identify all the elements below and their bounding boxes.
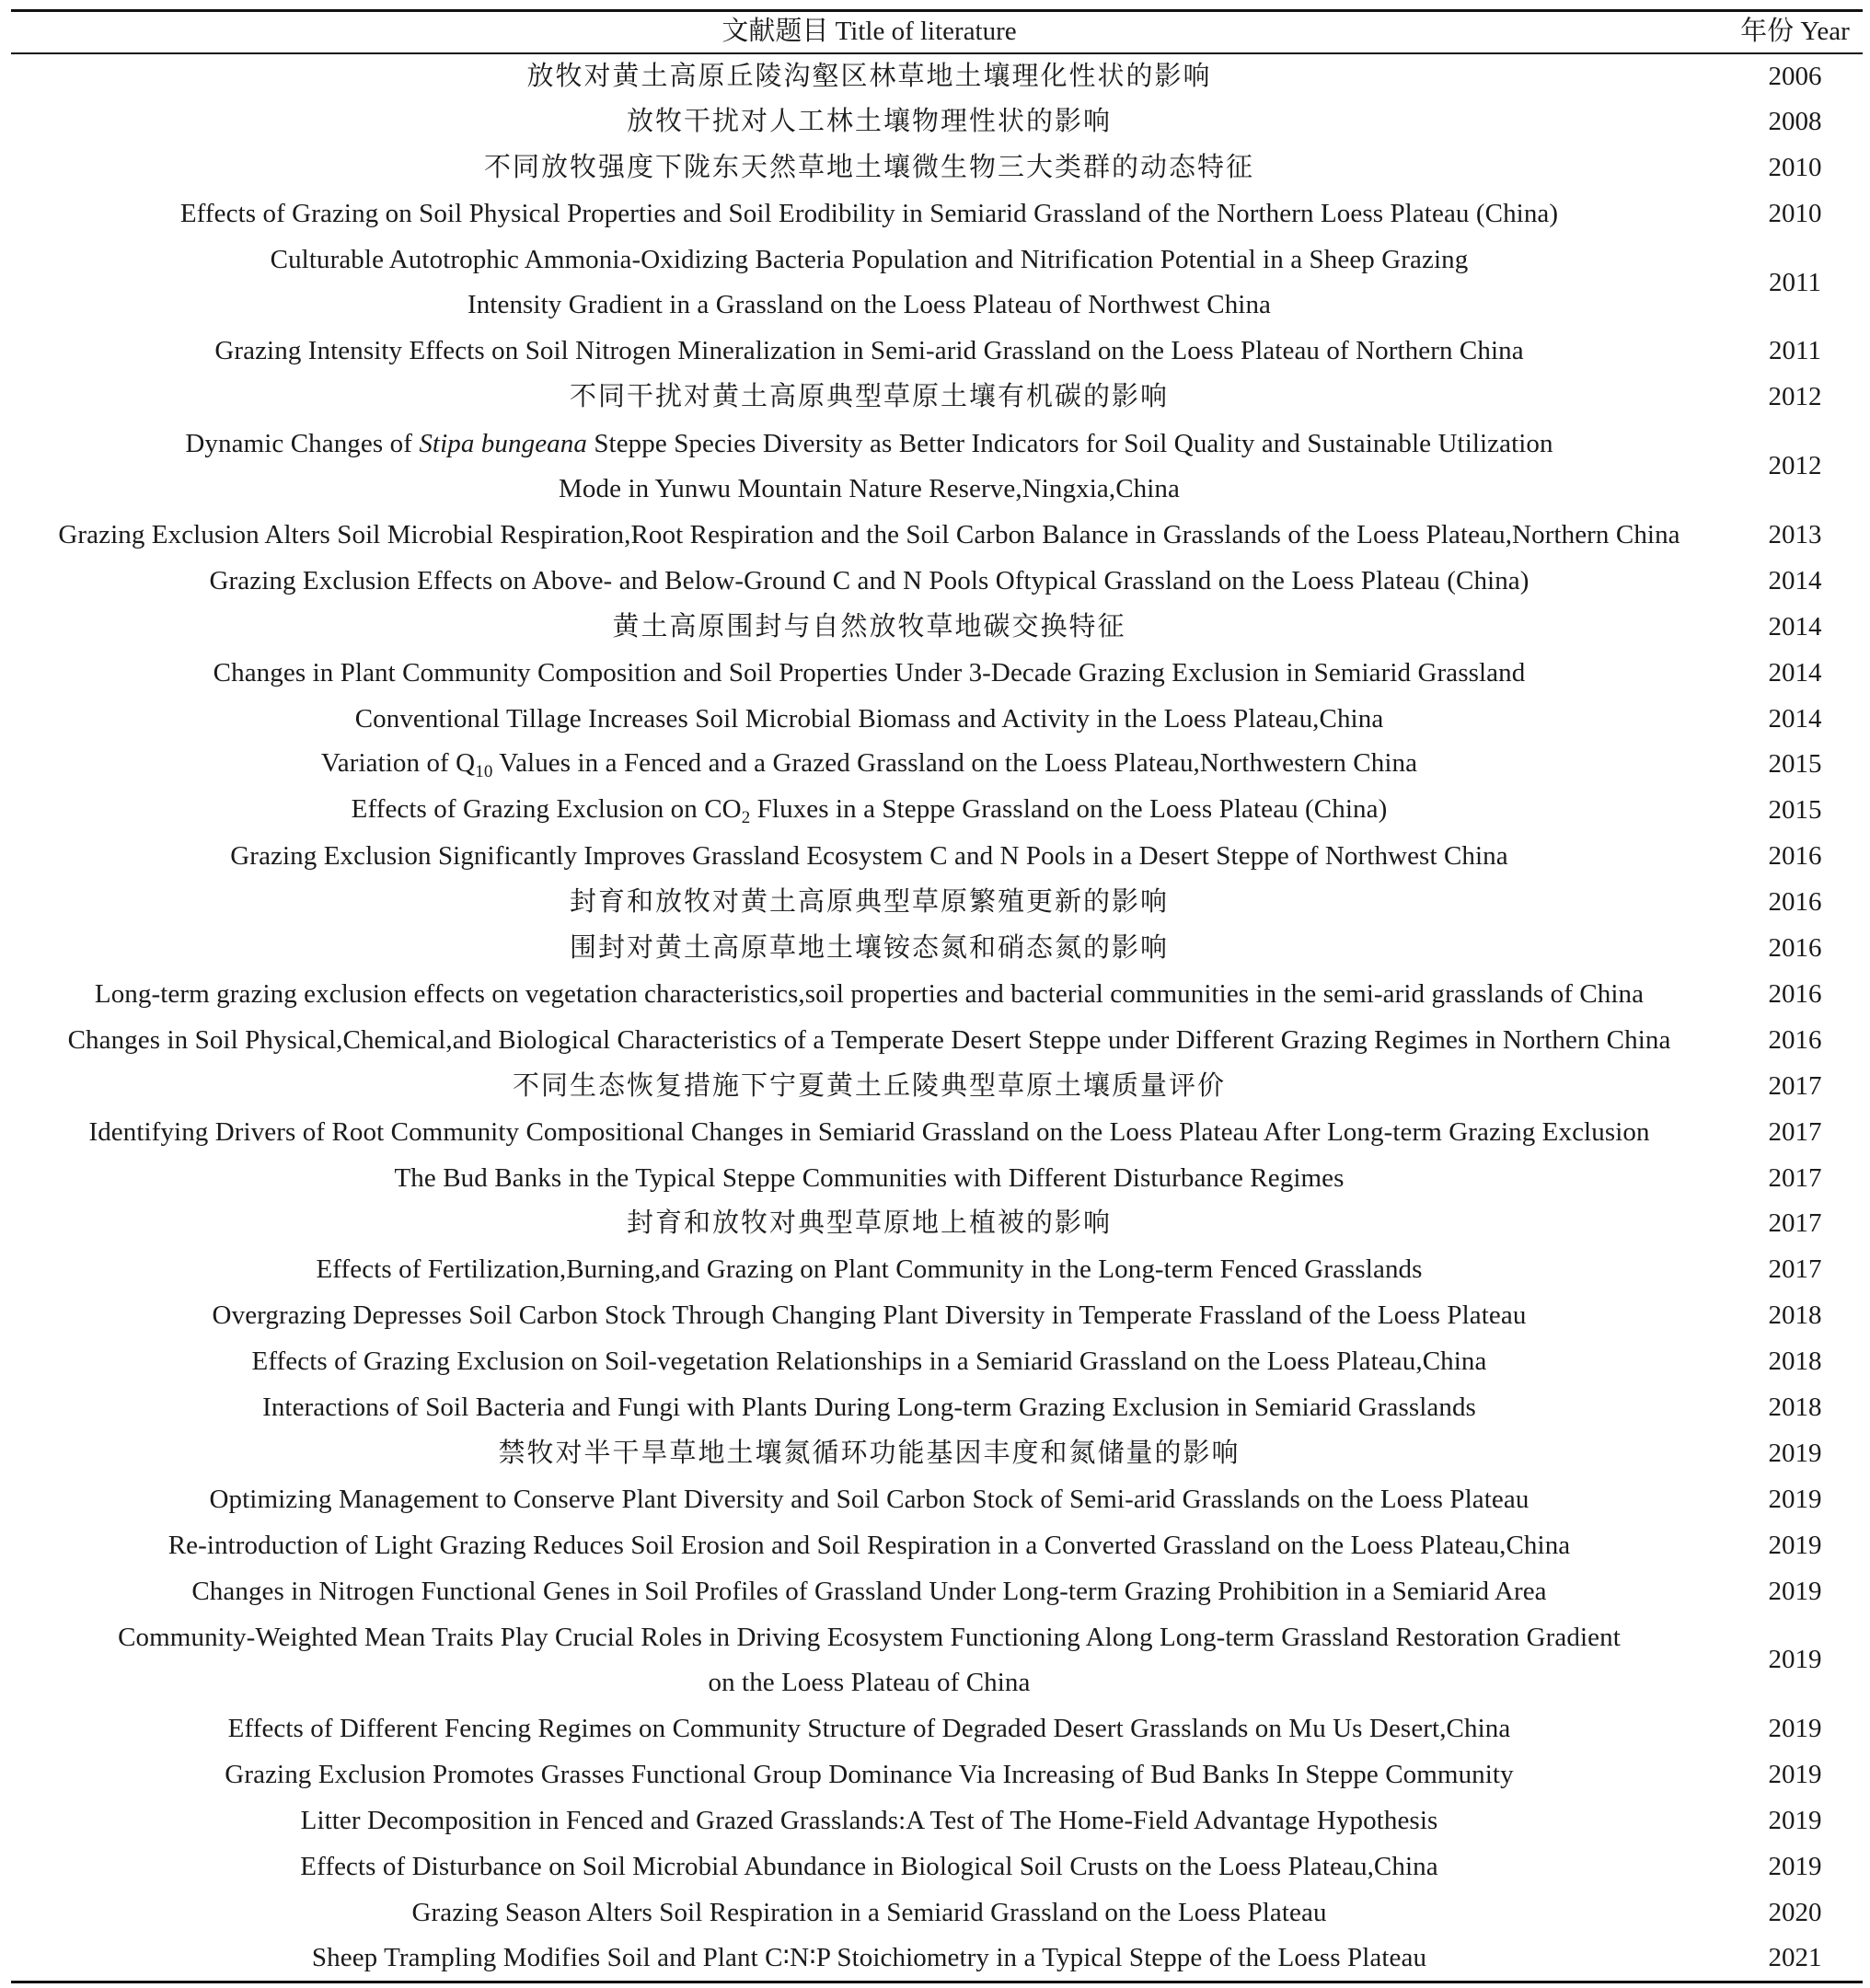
row-title: 不同放牧强度下陇东天然草地土壤微生物三大类群的动态特征 <box>483 152 1254 182</box>
row-title: Grazing Exclusion Alters Soil Microbial Respiration,Root Respiration and the Soil Carbon Balance in Grasslands of the Loess Plateau,Northern China <box>58 520 1680 550</box>
table-row <box>11 1890 1863 1936</box>
row-year: 2017 <box>1768 1070 1822 1101</box>
row-year: 2019 <box>1768 1484 1822 1514</box>
table-row <box>11 1936 1863 1982</box>
table-row <box>11 421 1863 513</box>
table-row <box>11 1155 1863 1201</box>
row-title: Long-term grazing exclusion effects on vegetation characteristics,soil properties and bacterial communities in the semi-arid grasslands of China <box>94 978 1645 1009</box>
table-row <box>11 559 1863 605</box>
row-year: 2014 <box>1768 565 1822 595</box>
row-title: Grazing Exclusion Promotes Grasses Functional Group Dominance Via Increasing of Bud Banks In Steppe Community <box>225 1760 1514 1790</box>
row-title: 黄土高原围封与自然放牧草地碳交换特征 <box>612 611 1126 641</box>
row-title-line-2: Intensity Gradient in a Grassland on the Loess Plateau of Northwest China <box>467 290 1272 320</box>
row-title: Effects of Different Fencing Regimes on Community Structure of Degraded Desert Grasslands on Mu Us Desert,China <box>227 1714 1511 1744</box>
row-year: 2016 <box>1768 887 1822 918</box>
row-year: 2019 <box>1768 1714 1822 1744</box>
species-name-italic: Stipa bungeana <box>419 429 587 459</box>
row-title: 放牧对黄土高原丘陵沟壑区林草地土壤理化性状的影响 <box>526 61 1212 91</box>
table-row <box>11 1293 1863 1339</box>
row-title-line-1 <box>11 422 1727 467</box>
row-title: Conventional Tillage Increases Soil Microbial Biomass and Activity in the Loess Plateau,China <box>354 703 1384 734</box>
row-year: 2008 <box>1768 106 1822 136</box>
row-year: 2018 <box>1768 1300 1822 1331</box>
literature-table <box>11 9 1863 1983</box>
row-year: 2019 <box>1768 1760 1822 1790</box>
row-title: Effects of Grazing Exclusion on Soil-vegetation Relationships in a Semiarid Grassland on the Loess Plateau,China <box>251 1347 1487 1377</box>
row-title <box>11 237 1727 329</box>
table-row <box>11 99 1863 145</box>
row-title: 封育和放牧对典型草原地上植被的影响 <box>626 1208 1112 1239</box>
row-year: 2020 <box>1768 1897 1822 1927</box>
row-title: Optimizing Management to Conserve Plant Diversity and Soil Carbon Stock of Semi-arid Grasslands on the Loess Plateau <box>209 1484 1529 1514</box>
row-title: Grazing Intensity Effects on Soil Nitrogen Mineralization in Semi-arid Grassland on the Loess Plateau of Northern China <box>214 336 1524 366</box>
row-year: 2017 <box>1768 1116 1822 1147</box>
row-title <box>11 1614 1727 1706</box>
row-year: 2012 <box>1768 451 1822 481</box>
row-title: 不同干扰对黄土高原典型草原土壤有机碳的影响 <box>569 382 1169 412</box>
table-row <box>11 1339 1863 1385</box>
header-title: 文献题目 Title of literature <box>11 11 1727 54</box>
row-title: Grazing Exclusion Significantly Improves Grassland Ecosystem C and N Pools in a Desert Steppe of Northwest China <box>230 841 1508 872</box>
row-year: 2019 <box>1768 1530 1822 1560</box>
row-title-line-2: Mode in Yunwu Mountain Nature Reserve,Ningxia,China <box>559 474 1180 504</box>
row-title: Grazing Exclusion Effects on Above- and Below-Ground C and N Pools Oftypical Grassland on the Loess Plateau (China) <box>209 565 1529 595</box>
table-row <box>11 605 1863 651</box>
row-title: Interactions of Soil Bacteria and Fungi with Plants During Long-term Grazing Exclusion in Semiarid Grasslands <box>262 1392 1476 1422</box>
table-row <box>11 742 1863 788</box>
table-row <box>11 1477 1863 1523</box>
row-year: 2018 <box>1768 1347 1822 1377</box>
table-row <box>11 697 1863 743</box>
row-title: 不同生态恢复措施下宁夏黄土丘陵典型草原土壤质量评价 <box>512 1070 1226 1101</box>
row-year: 2017 <box>1768 1208 1822 1239</box>
row-year: 2011 <box>1769 336 1821 366</box>
row-title: Overgrazing Depresses Soil Carbon Stock Through Changing Plant Diversity in Temperate Frassland of the Loess Plateau <box>212 1300 1527 1331</box>
table-row <box>11 1523 1863 1569</box>
row-title: Changes in Nitrogen Functional Genes in Soil Profiles of Grassland Under Long-term Grazing Prohibition in a Semiarid Area <box>191 1576 1547 1606</box>
row-year: 2019 <box>1768 1645 1822 1675</box>
row-title <box>11 742 1727 788</box>
table-row <box>11 972 1863 1018</box>
table-row <box>11 1018 1863 1064</box>
row-title: Sheep Trampling Modifies Soil and Plant C∶N∶P Stoichiometry in a Typical Steppe of the Loess Plateau <box>311 1942 1427 1972</box>
row-title: Identifying Drivers of Root Community Compositional Changes in Semiarid Grassland on the Loess Plateau After Long-term Grazing Exclusion <box>88 1116 1650 1147</box>
row-year: 2010 <box>1768 198 1822 228</box>
title-text: Dynamic Changes of <box>185 429 420 459</box>
row-year: 2011 <box>1769 267 1821 297</box>
table-row <box>11 1844 1863 1890</box>
table-row <box>11 237 1863 329</box>
title-text: Values in a Fenced and a Grazed Grassland on the Loess Plateau,Northwestern China <box>492 747 1418 778</box>
row-title: Changes in Soil Physical,Chemical,and Biological Characteristics of a Temperate Desert Steppe under Different Grazing Regimes in Northern China <box>67 1024 1671 1055</box>
row-title: Litter Decomposition in Fenced and Grazed Grasslands:A Test of The Home-Field Advantage Hypothesis <box>300 1805 1438 1835</box>
row-year: 2021 <box>1768 1942 1822 1972</box>
row-year: 2014 <box>1768 657 1822 688</box>
row-year: 2018 <box>1768 1392 1822 1422</box>
row-year: 2016 <box>1768 978 1822 1009</box>
row-year: 2016 <box>1768 841 1822 872</box>
title-text: Variation of Q <box>320 747 476 778</box>
row-title-line-1: Community-Weighted Mean Traits Play Crucial Roles in Driving Ecosystem Functioning Along Long-term Grassland Restoration Gradient <box>118 1623 1621 1653</box>
title-text: Steppe Species Diversity as Better Indicators for Soil Quality and Sustainable Utilization <box>586 429 1553 459</box>
table-row <box>11 788 1863 834</box>
row-title: 围封对黄土高原草地土壤铵态氮和硝态氮的影响 <box>569 933 1169 964</box>
row-year: 2017 <box>1768 1162 1822 1193</box>
row-year: 2013 <box>1768 520 1822 550</box>
row-title-line-1: Culturable Autotrophic Ammonia-Oxidizing Bacteria Population and Nitrification Potential in a Sheep Grazing <box>270 245 1469 275</box>
row-year: 2019 <box>1768 1438 1822 1468</box>
row-title: Effects of Fertilization,Burning,and Grazing on Plant Community in the Long-term Fenced Grasslands <box>316 1254 1423 1285</box>
title-text: Effects of Grazing Exclusion on CO <box>351 793 742 824</box>
table-row <box>11 1201 1863 1247</box>
table-row <box>11 834 1863 880</box>
row-year: 2012 <box>1768 382 1822 412</box>
row-title: 禁牧对半干旱草地土壤氮循环功能基因丰度和氮储量的影响 <box>498 1438 1241 1468</box>
row-year: 2017 <box>1768 1254 1822 1285</box>
row-title: Effects of Disturbance on Soil Microbial Abundance in Biological Soil Crusts on the Loess Plateau,China <box>300 1851 1438 1881</box>
table-row <box>11 880 1863 926</box>
row-title-line-2: on the Loess Plateau of China <box>708 1668 1031 1698</box>
subscript: 10 <box>475 761 493 781</box>
table-row <box>11 1247 1863 1293</box>
row-title: Re-introduction of Light Grazing Reduces Soil Erosion and Soil Respiration in a Converted Grassland on the Loess Plateau,China <box>167 1530 1571 1560</box>
row-title: The Bud Banks in the Typical Steppe Communities with Different Disturbance Regimes <box>394 1162 1345 1193</box>
row-title: Changes in Plant Community Composition and Soil Properties Under 3-Decade Grazing Exclusion in Semiarid Grassland <box>213 657 1526 688</box>
table-row <box>11 651 1863 697</box>
table-row <box>11 1110 1863 1156</box>
table-row <box>11 1614 1863 1706</box>
row-year: 2014 <box>1768 703 1822 734</box>
table-row <box>11 1752 1863 1798</box>
table-row <box>11 191 1863 237</box>
title-text: Fluxes in a Steppe Grassland on the Loess Plateau (China) <box>750 793 1388 824</box>
table-header <box>11 11 1863 54</box>
row-year: 2019 <box>1768 1805 1822 1835</box>
header-year: 年份 Year <box>1727 11 1863 54</box>
table-row <box>11 1431 1863 1477</box>
row-title: 放牧干扰对人工林土壤物理性状的影响 <box>626 106 1112 136</box>
table-row <box>11 1706 1863 1752</box>
table-row <box>11 513 1863 559</box>
table-row <box>11 329 1863 375</box>
table-row <box>11 1568 1863 1614</box>
table-row <box>11 1064 1863 1110</box>
row-title: Grazing Season Alters Soil Respiration in a Semiarid Grassland on the Loess Plateau <box>411 1897 1327 1927</box>
table-row <box>11 145 1863 191</box>
row-title <box>11 421 1727 513</box>
table-row <box>11 1798 1863 1844</box>
row-year: 2014 <box>1768 611 1822 641</box>
row-year: 2015 <box>1768 795 1822 826</box>
row-title: 封育和放牧对黄土高原典型草原繁殖更新的影响 <box>569 887 1169 918</box>
row-year: 2019 <box>1768 1851 1822 1881</box>
row-year: 2015 <box>1768 749 1822 780</box>
header-row <box>11 11 1863 54</box>
table-row <box>11 375 1863 421</box>
table-row <box>11 53 1863 99</box>
row-title <box>11 788 1727 834</box>
subscript: 2 <box>741 807 751 827</box>
row-year: 2016 <box>1768 1024 1822 1055</box>
row-title: Effects of Grazing on Soil Physical Properties and Soil Erodibility in Semiarid Grassland of the Northern Loess Plateau (China) <box>179 198 1559 228</box>
table-row <box>11 1385 1863 1431</box>
row-year: 2016 <box>1768 933 1822 964</box>
row-year: 2019 <box>1768 1576 1822 1606</box>
table-row <box>11 926 1863 972</box>
row-year: 2010 <box>1768 152 1822 182</box>
row-year: 2006 <box>1768 61 1822 91</box>
